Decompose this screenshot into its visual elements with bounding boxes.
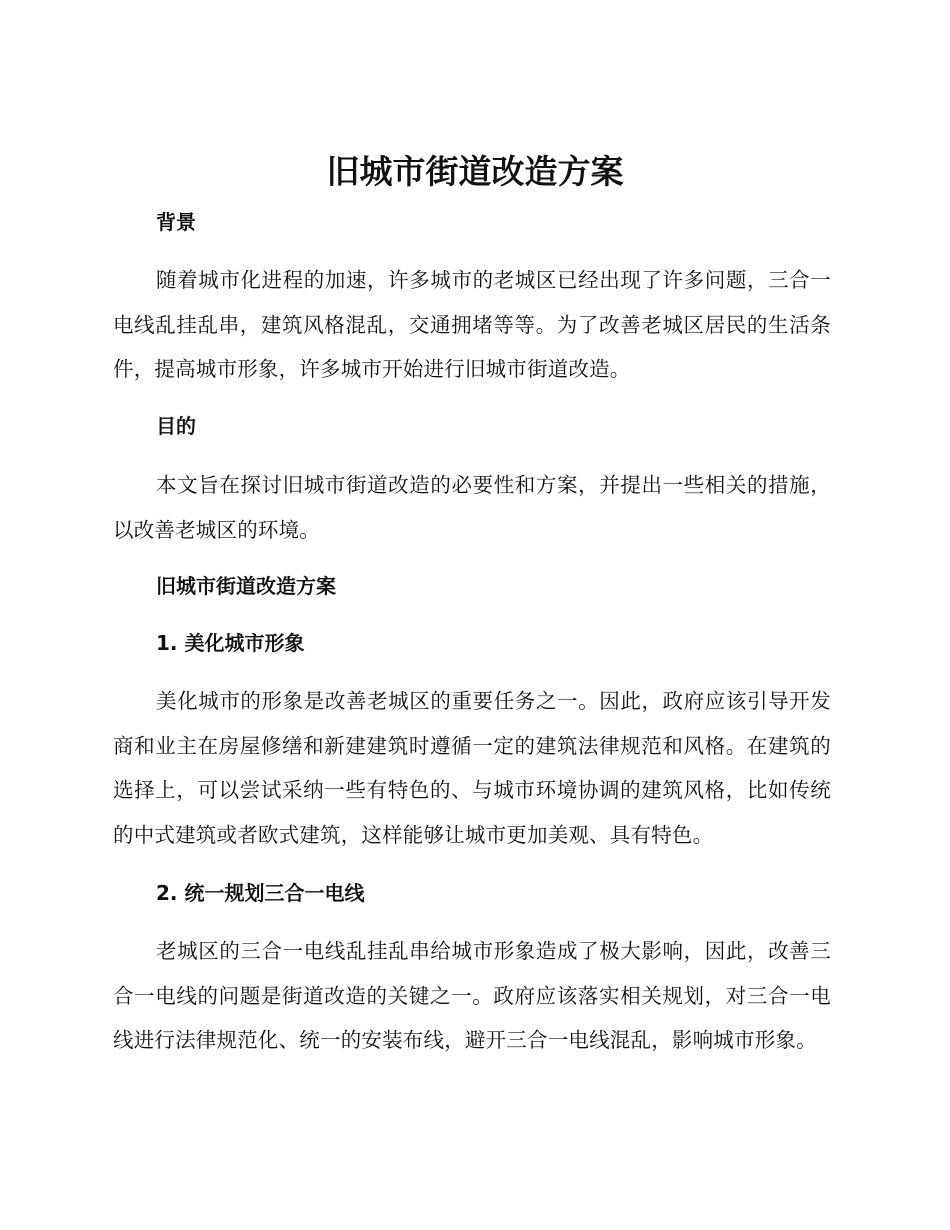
document-title: 旧城市街道改造方案 <box>326 152 624 191</box>
section-heading-beautify: 1. 美化城市形象 <box>156 631 305 655</box>
section-heading-wiring: 2. 统一规划三合一电线 <box>156 881 365 905</box>
paragraph-purpose: 本文旨在探讨旧城市街道改造的必要性和方案，并提出一些相关的措施，以改善老城区的环境。 <box>113 473 831 542</box>
section-heading-background: 背景 <box>156 210 196 234</box>
paragraph-background: 随着城市化进程的加速，许多城市的老城区已经出现了许多问题，三合一电线乱挂乱串，建筑风格混乱，交通拥堵等等。为了改善老城区居民的生活条件，提高城市形象，许多城市开始进行旧城市街道改造。 <box>113 268 831 381</box>
paragraph-wiring: 老城区的三合一电线乱挂乱串给城市形象造成了极大影响，因此，改善三合一电线的问题是街道改造的关键之一。政府应该落实相关规划，对三合一电线进行法律规范化、统一的安装布线，避开三合一电线混乱，影响城市形象。 <box>113 939 831 1052</box>
paragraph-beautify: 美化城市的形象是改善老城区的重要任务之一。因此，政府应该引导开发商和业主在房屋修缮和新建建筑时遵循一定的建筑法律规范和风格。在建筑的选择上，可以尝试采纳一些有特色的、与城市环境协调的建筑风格，比如传统的中式建筑或者欧式建筑，这样能够让城市更加美观、具有特色。 <box>113 689 831 847</box>
section-heading-purpose: 目的 <box>156 414 196 438</box>
section-heading-plan: 旧城市街道改造方案 <box>156 574 336 598</box>
